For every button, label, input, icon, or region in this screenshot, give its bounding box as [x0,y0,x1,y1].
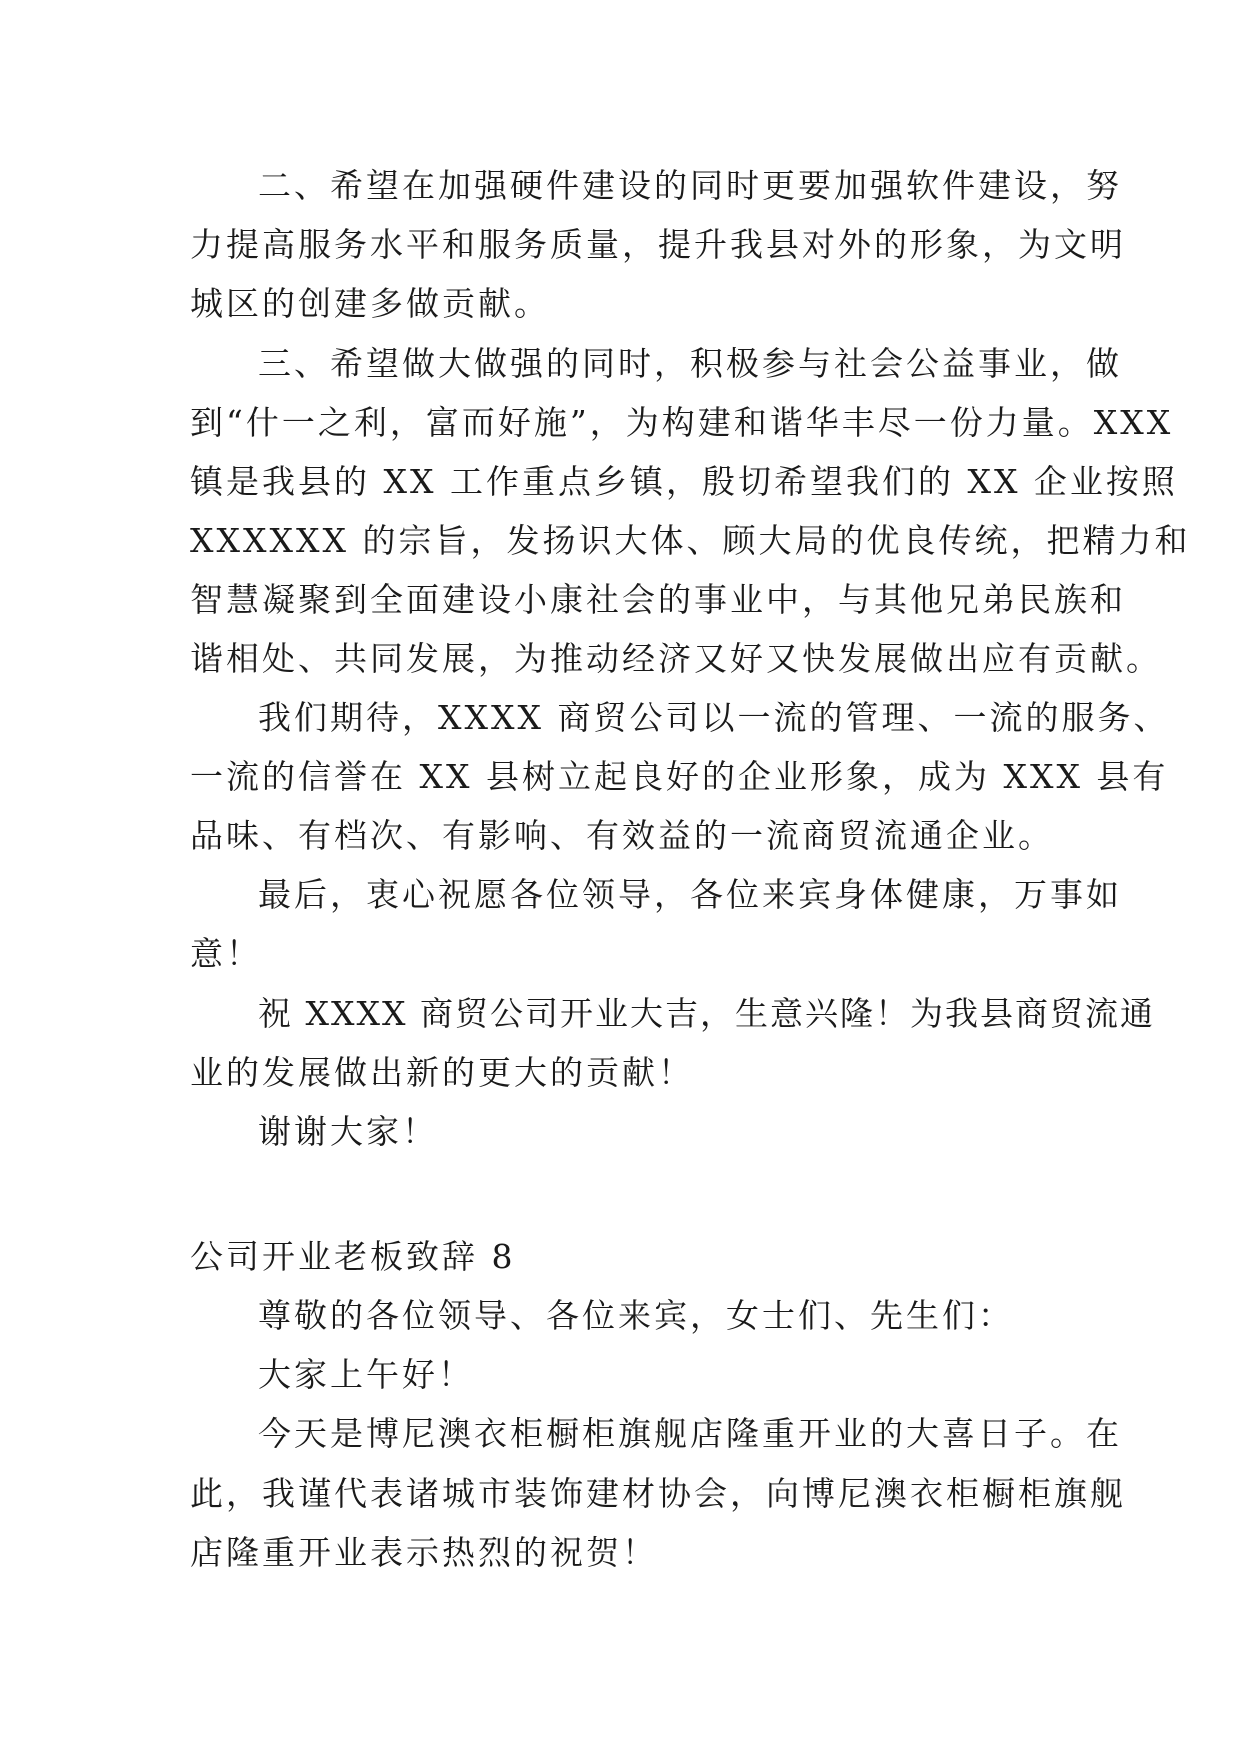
section-heading: 公司开业老板致辞 8 [190,1237,516,1276]
paragraph-line: 三、希望做大做强的同时，积极参与社会公益事业，做 [258,344,1122,383]
paragraph-line: 智慧凝聚到全面建设小康社会的事业中，与其他兄弟民族和 [190,580,1126,619]
paragraph-line: 品味、有档次、有影响、有效益的一流商贸流通企业。 [190,816,1054,855]
paragraph-line: 尊敬的各位领导、各位来宾，女士们、先生们： [258,1296,1014,1335]
paragraph-line: 到“什一之利，富而好施”，为构建和谐华丰尽一份力量。XXX [190,403,1174,442]
paragraph-line: 祝 XXXX 商贸公司开业大吉，生意兴隆！为我县商贸流通 [258,994,1155,1033]
paragraph-line: 大家上午好！ [258,1355,474,1394]
paragraph-line: 我们期待，XXXX 商贸公司以一流的管理、一流的服务、 [258,698,1170,737]
paragraph-line: 今天是博尼澳衣柜橱柜旗舰店隆重开业的大喜日子。在 [258,1414,1122,1453]
paragraph-line: 谐相处、共同发展，为推动经济又好又快发展做出应有贡献。 [190,639,1162,678]
paragraph-line: 镇是我县的 XX 工作重点乡镇，殷切希望我们的 XX 企业按照 [190,462,1178,501]
paragraph-line: 二、希望在加强硬件建设的同时更要加强软件建设，努 [258,166,1122,205]
paragraph-line: 此，我谨代表诸城市装饰建材协会，向博尼澳衣柜橱柜旗舰 [190,1474,1126,1513]
paragraph-line: 业的发展做出新的更大的贡献！ [190,1053,694,1092]
paragraph-line: 店隆重开业表示热烈的祝贺！ [190,1533,658,1572]
paragraph-line: 一流的信誉在 XX 县树立起良好的企业形象，成为 XXX 县有 [190,757,1169,796]
paragraph-line: 力提高服务水平和服务质量，提升我县对外的形象，为文明 [190,225,1126,264]
paragraph-line: 城区的创建多做贡献。 [190,284,550,323]
paragraph-line: XXXXXX 的宗旨，发扬识大体、顾大局的优良传统，把精力和 [190,521,1191,560]
paragraph-line: 意！ [190,934,262,973]
paragraph-line: 最后，衷心祝愿各位领导，各位来宾身体健康，万事如 [258,875,1122,914]
paragraph-line: 谢谢大家！ [258,1112,438,1151]
